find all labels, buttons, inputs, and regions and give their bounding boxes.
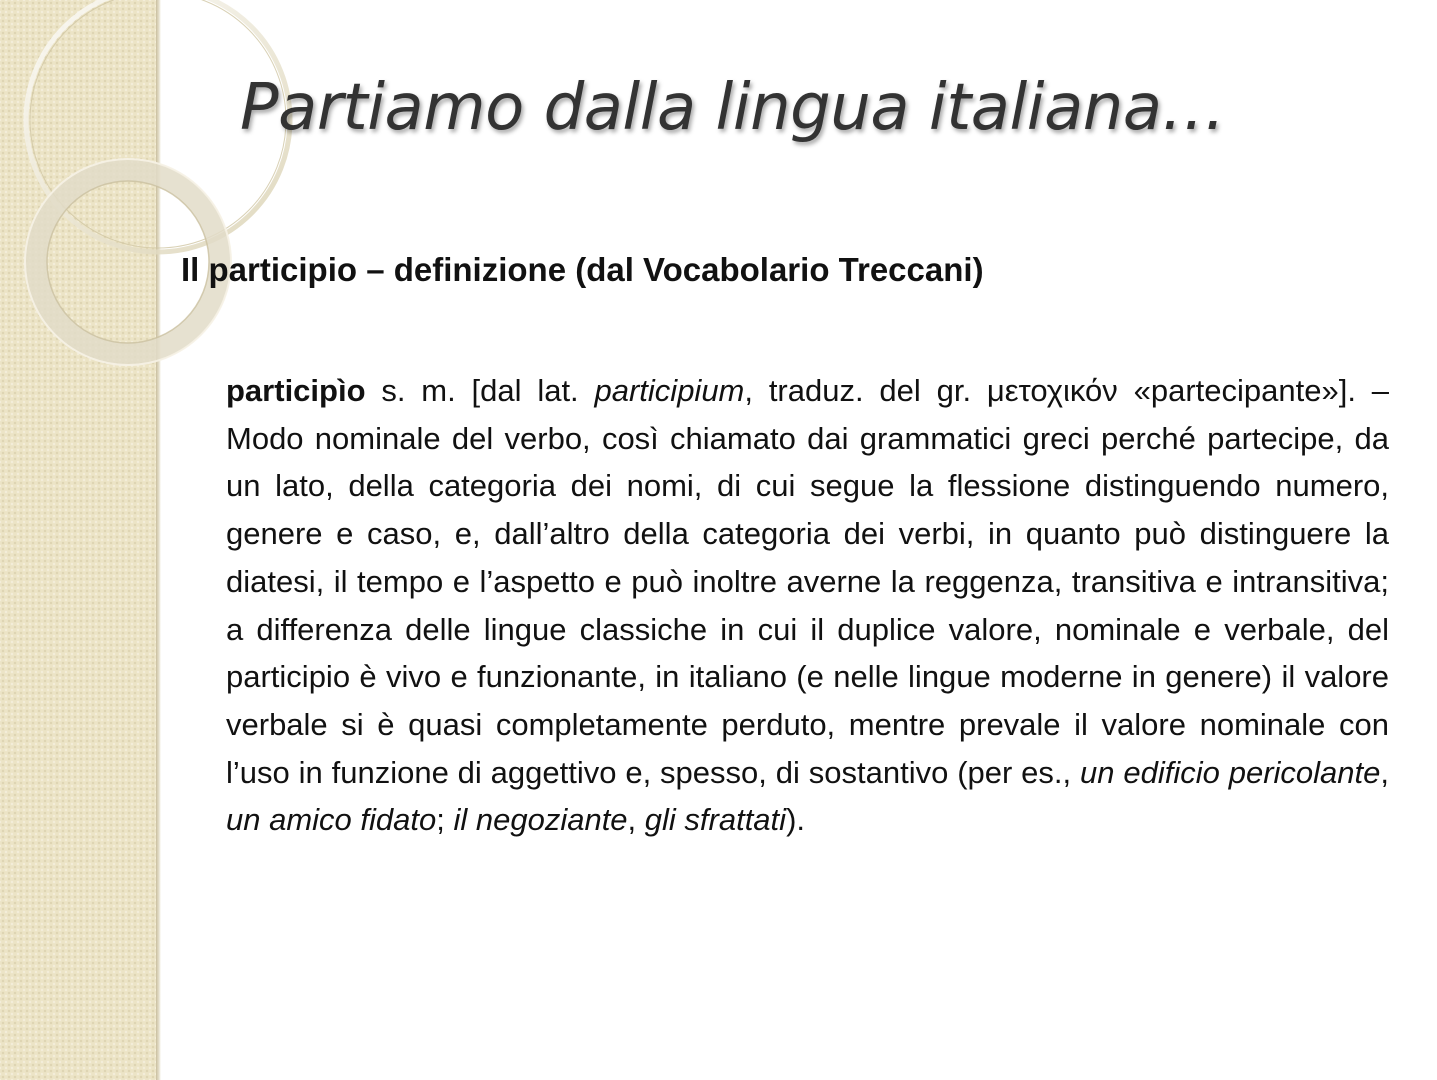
slide-subtitle: Il participio – definizione (dal Vocabolario Treccani) [181, 251, 984, 288]
definition-separator-1: , [1380, 754, 1389, 790]
definition-example-2: un amico fidato [226, 802, 437, 838]
definition-text-1: s. m. [dal lat. [365, 373, 595, 408]
definition-text-2: , traduz. del gr. μετοχικόν «partecipante»]. – Modo nominale del verbo, così chiamato dai grammatici greci perché partecipe, da un lato, della categoria dei nomi, di cui segue la flessione distinguendo numero, genere e caso, e, dall’altro della categoria dei verbi, in quanto può distinguere la diatesi, il tempo e l’aspetto e può inoltre averne la reggenza, transitiva e intransitiva; a differenza delle lingue classiche in cui il duplice valore, nominale e verbale, del participio è vivo e funzionante, in italiano (e nelle lingue moderne in genere) il valore verbale si è quasi completamente perduto, mentre prevale il valore nominale con l’uso in funzione di aggettivo e, spesso, di sostantivo (per es., [226, 373, 1389, 790]
definition-example-1: un edificio pericolante [1080, 754, 1381, 790]
definition-closing: ). [786, 802, 805, 838]
definition-paragraph [226, 367, 1389, 844]
definition-example-3: il negoziante [453, 802, 628, 838]
definition-latin-term: participium [594, 373, 745, 408]
definition-example-4: gli sfrattati [644, 802, 787, 838]
definition-headword: participìo [226, 373, 366, 408]
slide-title: Partiamo dalla lingua italiana… [240, 71, 1226, 145]
definition-separator-2: ; [436, 802, 454, 838]
definition-separator-3: , [627, 802, 645, 838]
decorative-rings [0, 0, 200, 360]
